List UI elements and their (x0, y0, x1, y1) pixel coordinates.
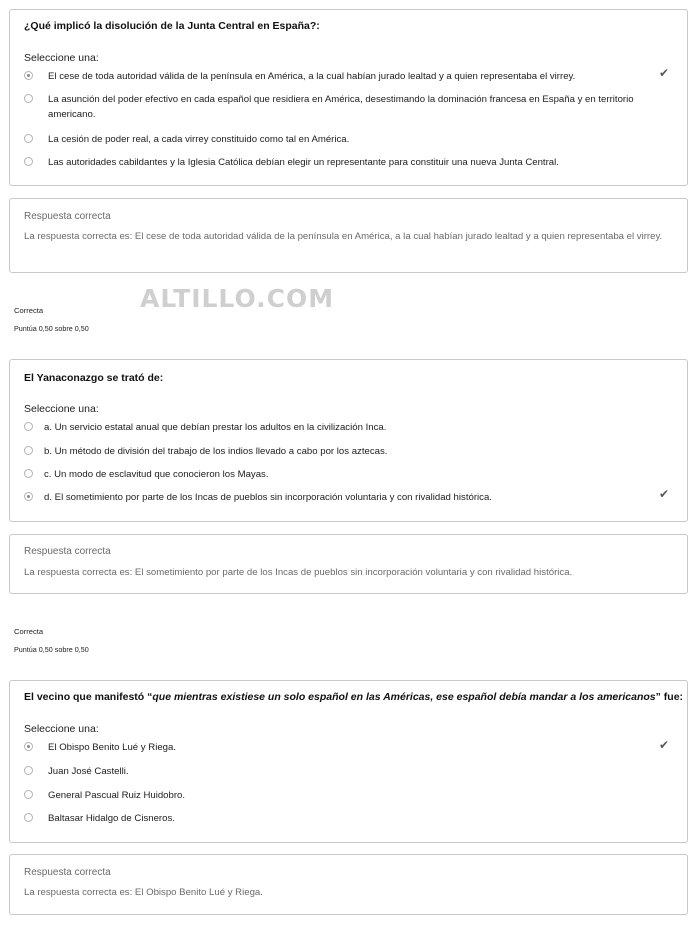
question-state-1: Correcta (14, 306, 44, 315)
question-card-2 (9, 359, 688, 522)
question-grade-1: Puntúa 0,50 sobre 0,50 (14, 324, 89, 333)
feedback-title: Respuesta correcta (24, 211, 111, 222)
question-text-prefix: El vecino que manifestó “ (24, 691, 153, 703)
question-card-3 (9, 680, 688, 843)
feedback-text: La respuesta correcta es: El Obispo Benito Lué y Riega. (24, 887, 263, 898)
option-label: La cesión de poder real, a cada virrey constituido como tal en América. (48, 134, 350, 145)
radio-icon[interactable] (24, 134, 33, 143)
feedback-text: La respuesta correcta es: El cese de toda autoridad válida de la península en América, a la cual habían jurado lealtad y a quien representaba el virrey. (24, 231, 663, 242)
select-prompt-1: Seleccione una: (24, 52, 99, 64)
radio-icon[interactable] (24, 469, 33, 478)
question-text-suffix: ” fue: (655, 691, 684, 703)
question-text-3 (24, 691, 684, 703)
option-label: La asunción del poder efectivo en cada español que residiera en América, desestimando la dominación francesa en España y en territorio americano. (48, 94, 634, 120)
question-text-2: El Yanaconazgo se trató de: (24, 372, 164, 384)
option-label: b. Un método de división del trabajo de los indios llevado a cabo por los aztecas. (44, 446, 388, 457)
radio-icon[interactable] (24, 813, 33, 822)
radio-selected-icon[interactable] (24, 492, 33, 501)
feedback-title: Respuesta correcta (24, 546, 111, 557)
select-prompt-2: Seleccione una: (24, 403, 99, 415)
watermark: ALTILLO.COM (140, 284, 335, 313)
radio-icon[interactable] (24, 94, 33, 103)
option-label: c. Un modo de esclavitud que conocieron los Mayas. (44, 469, 269, 480)
question-quote: que mientras existiese un solo español en las Américas, ese español debía mandar a los americanos (152, 691, 656, 703)
radio-selected-icon[interactable] (24, 742, 33, 751)
option-label: d. El sometimiento por parte de los Incas de pueblos sin incorporación voluntaria y con rivalidad histórica. (44, 492, 492, 503)
feedback-card-2 (9, 534, 688, 594)
radio-icon[interactable] (24, 157, 33, 166)
question-state-2: Correcta (14, 627, 44, 636)
radio-icon[interactable] (24, 790, 33, 799)
option-label: Las autoridades cabildantes y la Iglesia Católica debían elegir un representante para constituir una nueva Junta Central. (48, 157, 559, 168)
question-grade-2: Puntúa 0,50 sobre 0,50 (14, 645, 89, 654)
feedback-title: Respuesta correcta (24, 867, 111, 878)
checkmark-icon: ✔ (658, 738, 669, 752)
option-label: a. Un servicio estatal anual que debían prestar los adultos en la civilización Inca. (44, 422, 387, 433)
feedback-card-1 (9, 198, 688, 273)
checkmark-icon: ✔ (658, 66, 669, 80)
radio-icon[interactable] (24, 446, 33, 455)
checkmark-icon: ✔ (658, 487, 669, 501)
radio-icon[interactable] (24, 766, 33, 775)
option-label: El Obispo Benito Lué y Riega. (48, 742, 176, 753)
question-card-1 (9, 9, 688, 186)
question-text-1: ¿Qué implicó la disolución de la Junta Central en España?: (24, 20, 320, 32)
option-label: Baltasar Hidalgo de Cisneros. (48, 813, 175, 824)
option-label: Juan José Castelli. (48, 766, 129, 777)
feedback-card-3 (9, 854, 688, 915)
option-label: General Pascual Ruiz Huidobro. (48, 790, 186, 801)
select-prompt-3: Seleccione una: (24, 723, 99, 735)
option-label: El cese de toda autoridad válida de la península en América, a la cual habían jurado lealtad y a quien representaba el virrey. (48, 71, 576, 82)
feedback-text: La respuesta correcta es: El sometimiento por parte de los Incas de pueblos sin incorporación voluntaria y con rivalidad histórica. (24, 567, 573, 578)
radio-selected-icon[interactable] (24, 71, 33, 80)
radio-icon[interactable] (24, 422, 33, 431)
